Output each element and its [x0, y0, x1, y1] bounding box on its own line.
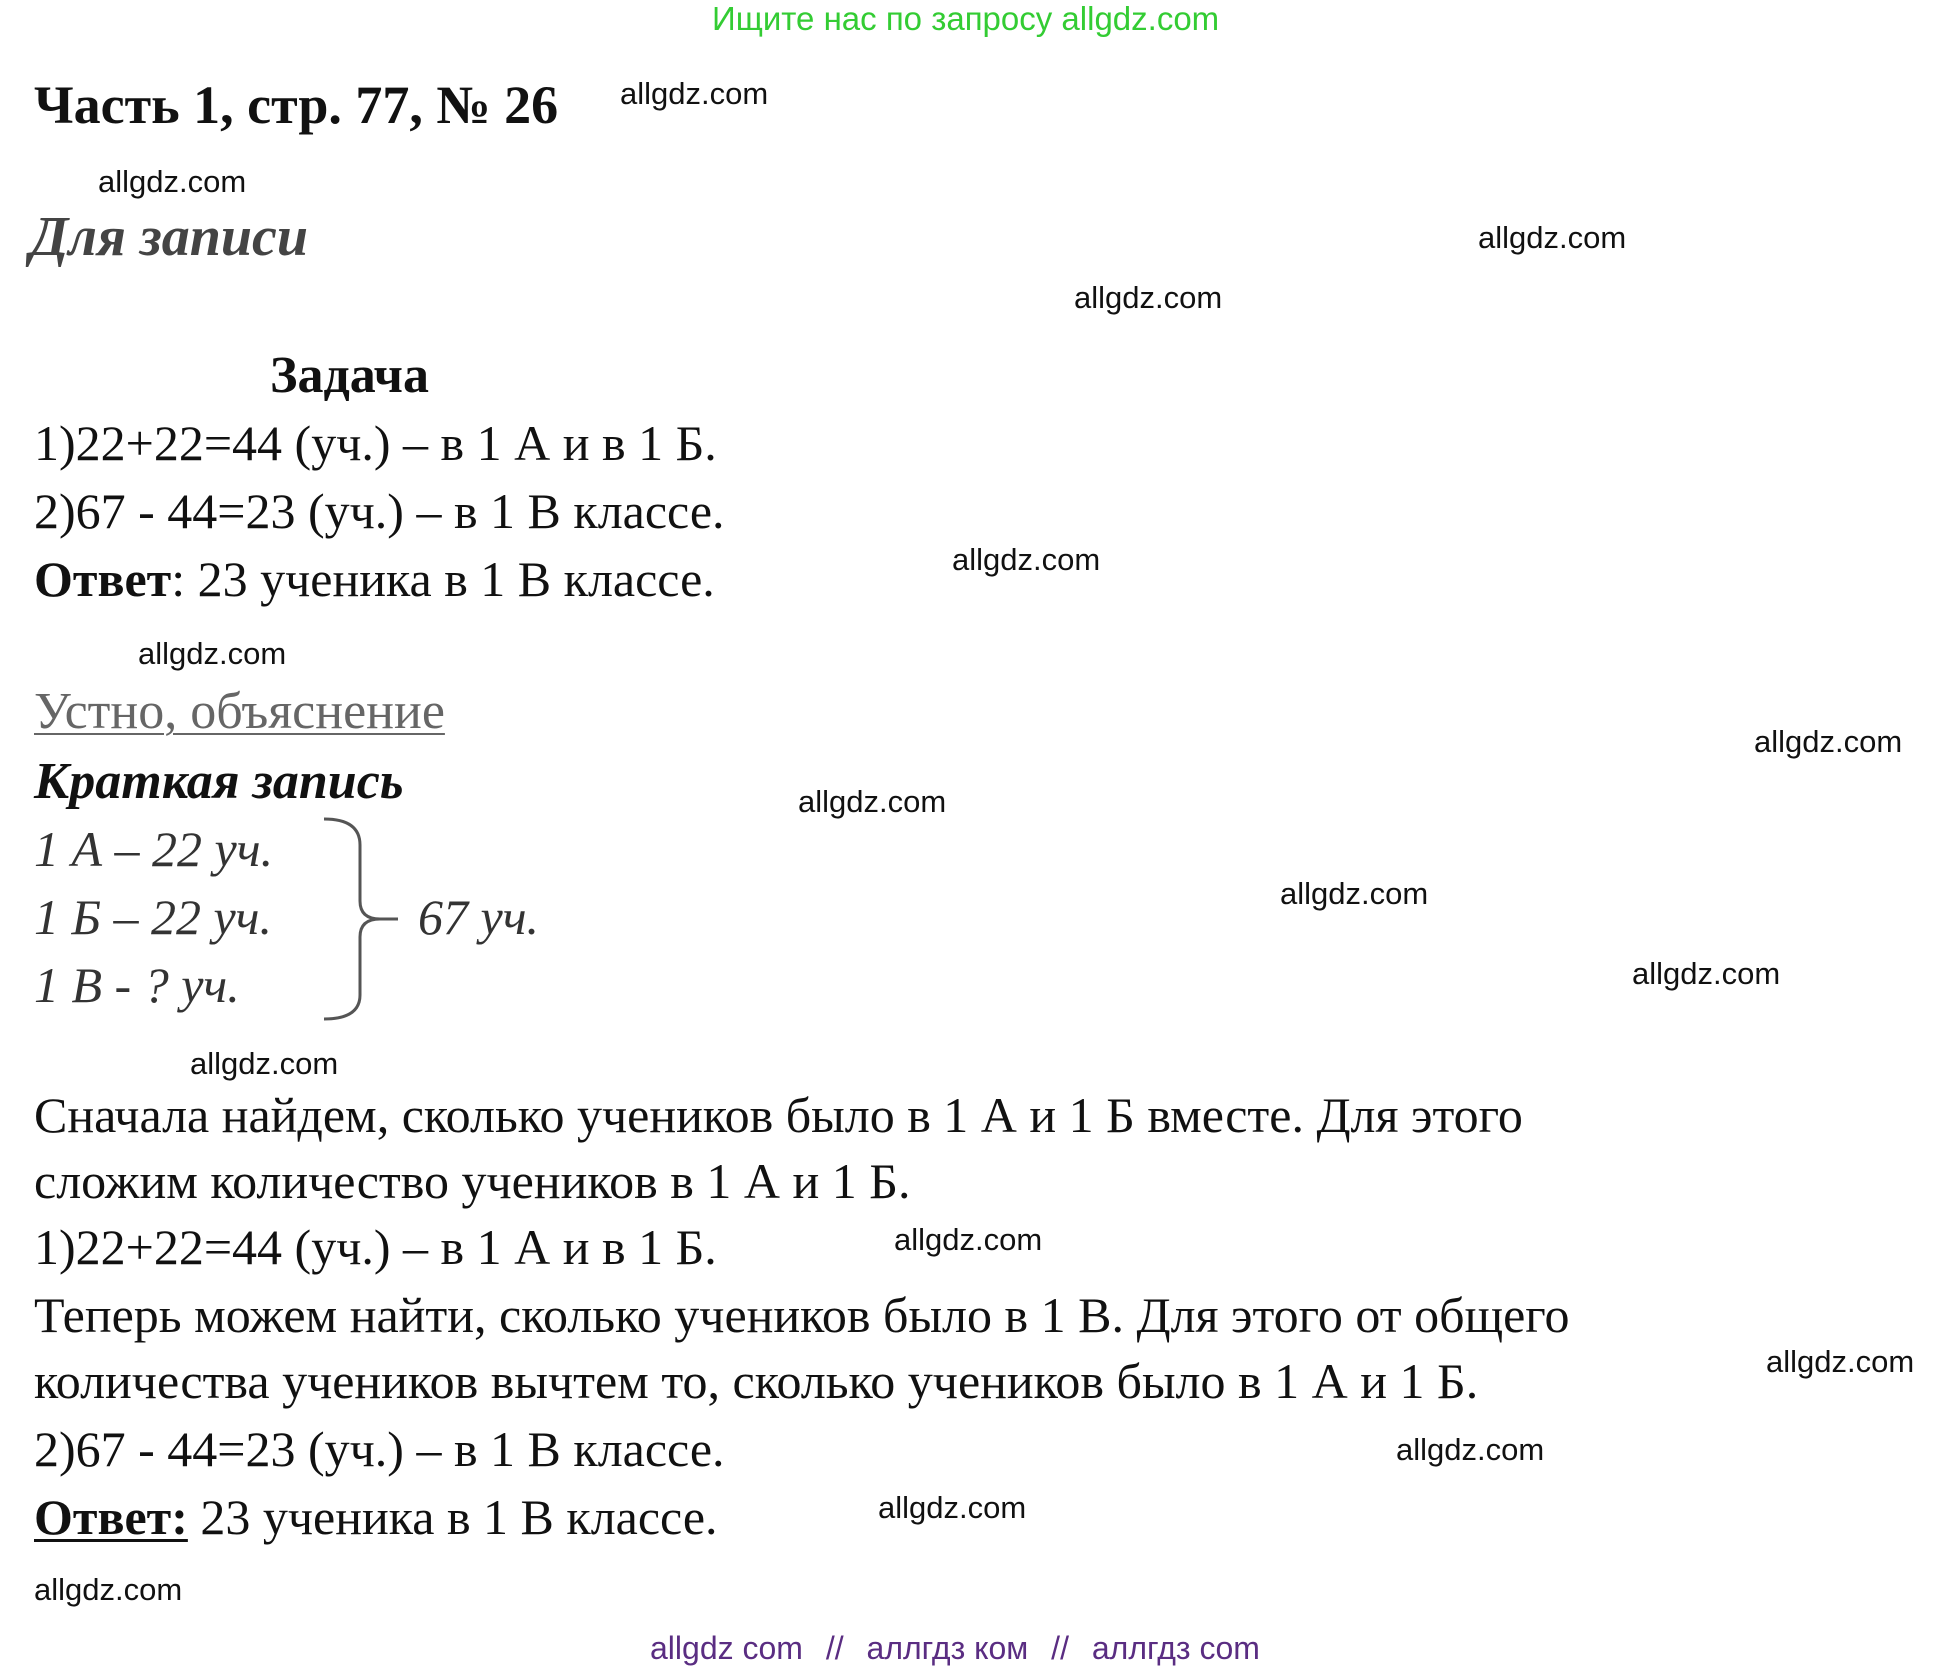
brace-icon	[318, 815, 408, 1025]
task-heading: Задача	[270, 347, 429, 404]
watermark: allgdz.com	[952, 542, 1101, 577]
brief-total: 67 уч.	[418, 889, 540, 945]
watermark: allgdz.com	[138, 636, 287, 671]
watermark: allgdz.com	[1632, 956, 1781, 991]
watermark: allgdz.com	[98, 164, 247, 199]
watermark: allgdz.com	[190, 1046, 339, 1081]
footer-separator: //	[825, 1630, 844, 1666]
watermark: allgdz.com	[1280, 876, 1429, 911]
explanation-line: Сначала найдем, сколько учеников было в 1 А и 1 Б вместе. Для этого	[34, 1087, 1523, 1143]
answer-label: Ответ:	[34, 1489, 188, 1545]
watermark: allgdz.com	[878, 1490, 1027, 1525]
explanation-line: сложим количество учеников в 1 А и 1 Б.	[34, 1153, 911, 1209]
answer-text: : 23 ученика в 1 В классе.	[171, 551, 715, 607]
oral-heading: Устно, объяснение	[34, 683, 445, 740]
explanation-line: количества учеников вычтем то, сколько учеников было в 1 А и 1 Б.	[34, 1353, 1479, 1409]
watermark: allgdz.com	[1396, 1432, 1545, 1467]
watermark: allgdz.com	[620, 76, 769, 111]
footer-links	[650, 1630, 1260, 1667]
explanation-answer	[34, 1488, 718, 1546]
watermark: allgdz.com	[894, 1222, 1043, 1257]
brief-title: Краткая запись	[34, 753, 404, 810]
brief-row-1a: 1 А – 22 уч.	[34, 821, 274, 877]
solution-answer	[34, 550, 715, 608]
footer-separator: //	[1051, 1630, 1069, 1666]
page-title: Часть 1, стр. 77, № 26	[34, 75, 559, 135]
watermark: allgdz.com	[1074, 280, 1223, 315]
footer-link[interactable]: аллгдз ком	[866, 1630, 1029, 1666]
explanation-step-1: 1)22+22=44 (уч.) – в 1 А и в 1 Б.	[34, 1219, 717, 1275]
solution-step-1: 1)22+22=44 (уч.) – в 1 А и в 1 Б.	[34, 415, 717, 471]
watermark: allgdz.com	[798, 784, 947, 819]
watermark: allgdz.com	[1478, 220, 1627, 255]
brief-row-1b: 1 Б – 22 уч.	[34, 889, 273, 945]
explanation-step-2: 2)67 - 44=23 (уч.) – в 1 В классе.	[34, 1421, 725, 1477]
explanation-line: Теперь можем найти, сколько учеников было в 1 В. Для этого от общего	[34, 1287, 1570, 1343]
answer-label: Ответ	[34, 551, 172, 607]
watermark: allgdz.com	[1754, 724, 1903, 759]
top-banner: Ищите нас по запросу allgdz.com	[712, 0, 1220, 37]
brief-row-1v: 1 В - ? уч.	[34, 957, 240, 1013]
watermark: allgdz.com	[34, 1572, 183, 1607]
section-record-heading: Для записи	[30, 206, 308, 268]
footer-link[interactable]: allgdz com	[650, 1630, 803, 1666]
footer-link[interactable]: аллгдз com	[1091, 1630, 1260, 1666]
watermark: allgdz.com	[1766, 1344, 1915, 1379]
solution-step-2: 2)67 - 44=23 (уч.) – в 1 В классе.	[34, 483, 725, 539]
answer-text: 23 ученика в 1 В классе.	[187, 1489, 718, 1545]
